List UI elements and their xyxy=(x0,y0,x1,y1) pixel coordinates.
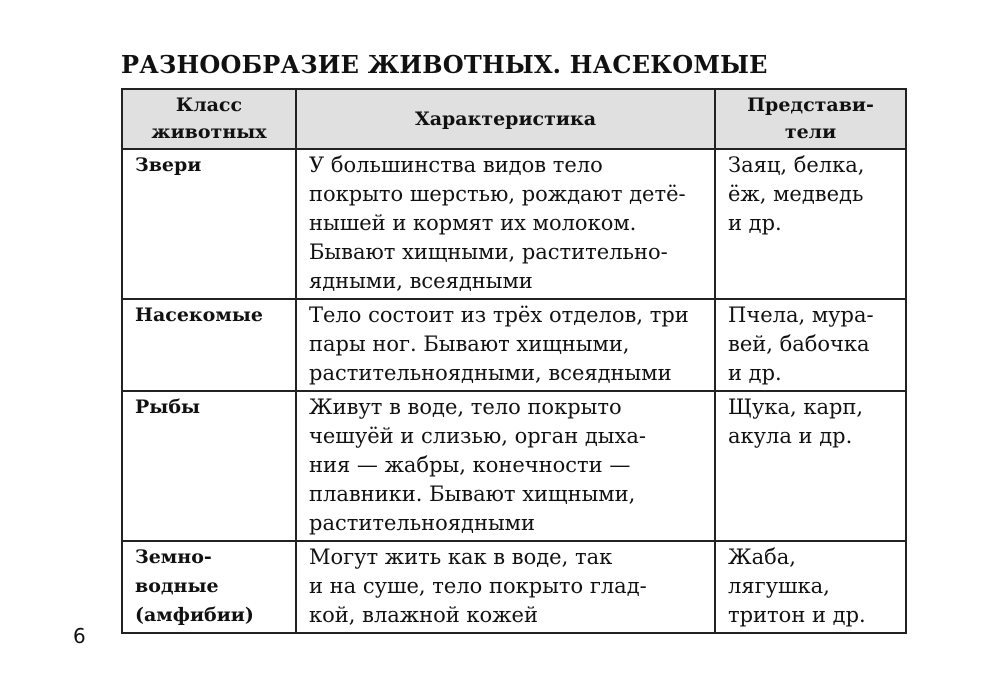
class-line: (амфибии) xyxy=(135,604,254,626)
description-line: пары ног. Бывают хищными, xyxy=(309,332,630,356)
table-row xyxy=(122,149,906,299)
class-line: Насекомые xyxy=(135,304,263,326)
table-header-row xyxy=(122,89,906,149)
representatives-line: Жаба, xyxy=(728,545,796,569)
description-line: Могут жить как в воде, так xyxy=(309,545,613,569)
table-row xyxy=(122,299,906,391)
description-line: растительноядными, всеядными xyxy=(309,361,672,385)
header-representatives-line: Представи- xyxy=(747,94,874,116)
representatives-cell xyxy=(715,299,906,391)
description-line: Бывают хищными, растительно- xyxy=(309,240,668,264)
description-line: покрыто шерстью, рождают детё- xyxy=(309,182,686,206)
header-class-line: животных xyxy=(151,121,267,143)
representatives-cell xyxy=(715,391,906,541)
description-line: Живут в воде, тело покрыто xyxy=(309,395,622,419)
class-line: Земно- xyxy=(135,546,212,568)
representatives-line: тритон и др. xyxy=(728,603,866,627)
page-title: РАЗНООБРАЗИЕ ЖИВОТНЫХ. НАСЕКОМЫЕ xyxy=(121,50,768,79)
description-line: чешуёй и слизью, орган дыха- xyxy=(309,424,646,448)
representatives-line: лягушка, xyxy=(728,574,830,598)
class-cell xyxy=(122,541,296,633)
description-line: и на суше, тело покрыто глад- xyxy=(309,574,647,598)
description-line: ядными, всеядными xyxy=(309,269,533,293)
representatives-line: и др. xyxy=(728,361,782,385)
class-cell xyxy=(122,299,296,391)
description-line: растительноядными xyxy=(309,511,536,535)
description-line: Тело состоит из трёх отделов, три xyxy=(309,303,689,327)
description-cell xyxy=(296,391,715,541)
class-cell xyxy=(122,149,296,299)
class-cell xyxy=(122,391,296,541)
representatives-line: акула и др. xyxy=(728,424,853,448)
description-line: У большинства видов тело xyxy=(309,153,603,177)
representatives-cell xyxy=(715,149,906,299)
description-cell xyxy=(296,541,715,633)
representatives-cell xyxy=(715,541,906,633)
description-line: ния — жабры, конечности — xyxy=(309,453,631,477)
description-cell xyxy=(296,149,715,299)
header-representatives xyxy=(715,89,906,149)
description-cell xyxy=(296,299,715,391)
header-class-line: Класс xyxy=(175,94,243,116)
class-line: водные xyxy=(135,575,219,597)
representatives-line: ёж, медведь xyxy=(728,182,864,206)
animals-table xyxy=(121,88,907,634)
header-class xyxy=(122,89,296,149)
representatives-line: Щука, карп, xyxy=(728,395,864,419)
page-number: 6 xyxy=(73,624,86,648)
table-row xyxy=(122,391,906,541)
representatives-line: Заяц, белка, xyxy=(728,153,865,177)
representatives-line: вей, бабочка xyxy=(728,332,870,356)
class-line: Звери xyxy=(135,154,202,176)
description-line: нышей и кормят их молоком. xyxy=(309,211,637,235)
representatives-line: Пчела, мура- xyxy=(728,303,874,327)
representatives-line: и др. xyxy=(728,211,782,235)
description-line: кой, влажной кожей xyxy=(309,603,538,627)
class-line: Рыбы xyxy=(135,396,201,418)
table-row xyxy=(122,541,906,633)
header-characteristic: Характеристика xyxy=(296,89,715,149)
description-line: плавники. Бывают хищными, xyxy=(309,482,636,506)
header-representatives-line: тели xyxy=(784,121,837,143)
